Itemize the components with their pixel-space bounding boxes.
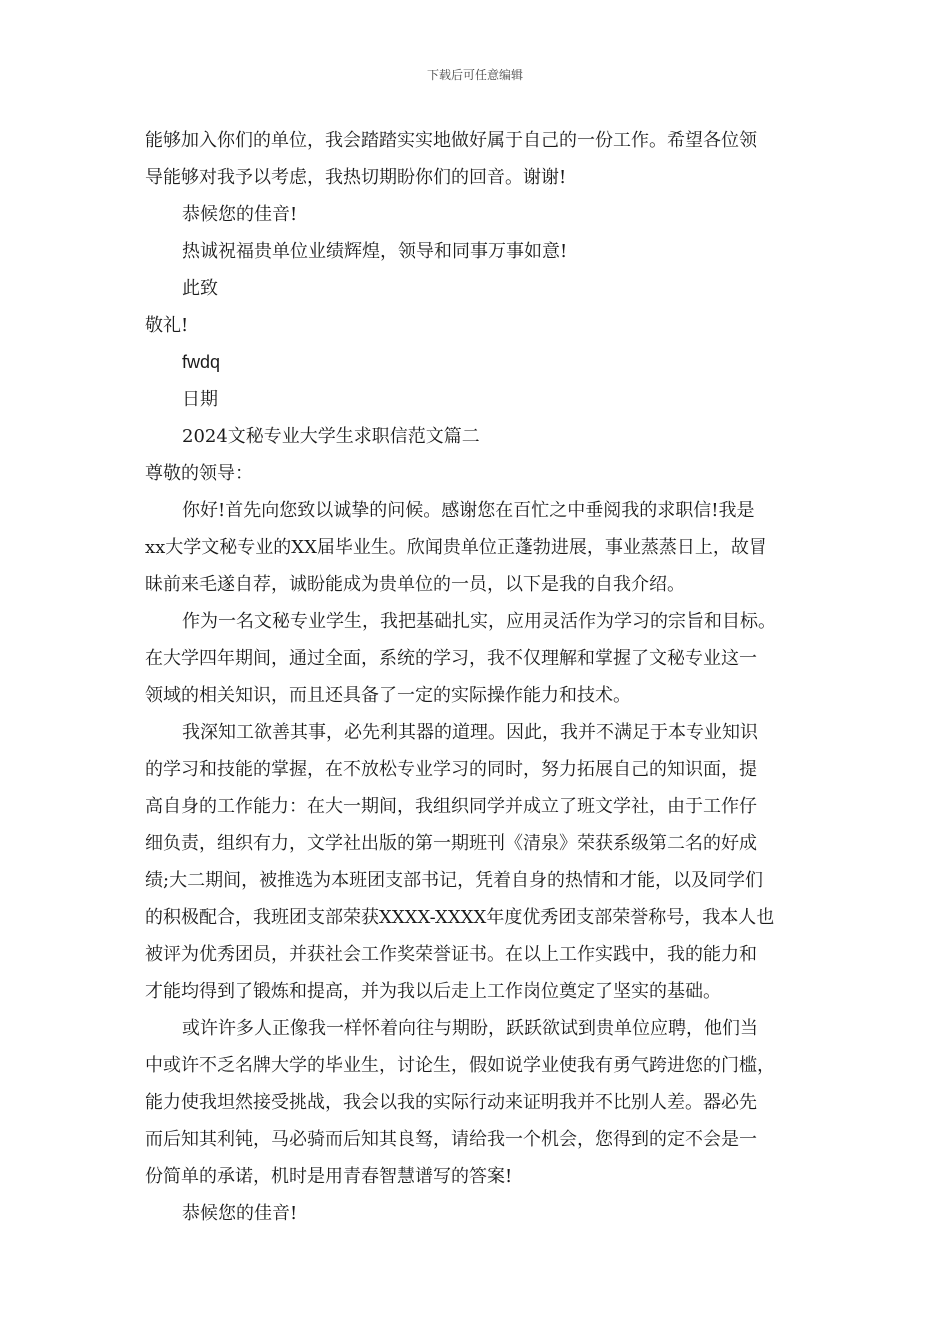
text-line: 你好!首先向您致以诚挚的问候。感谢您在百忙之中垂阅我的求职信!我是 [182,500,755,521]
text-line: fwdq [182,352,221,372]
text-line: 昧前来毛遂自荐，诚盼能成为贵单位的一员，以下是我的自我介绍。 [145,574,685,595]
text-line: 恭候您的佳音! [182,1203,298,1224]
text-line: 此致 [182,278,218,299]
document-body [145,122,827,1232]
text-line: 绩;大二期间，被推选为本班团支部书记，凭着自身的热情和才能，以及同学们 [145,870,764,891]
text-line: 尊敬的领导： [145,463,253,484]
text-line: 敬礼! [145,315,189,336]
text-line: 热诚祝福贵单位业绩辉煌，领导和同事万事如意! [182,241,568,262]
text-line: 的学习和技能的掌握，在不放松专业学习的同时，努力拓展自己的知识面，提 [145,759,757,780]
text-line: 的积极配合，我班团支部荣获XXXX-XXXX年度优秀团支部荣誉称号，我本人也 [145,907,775,928]
text-line: 我深知工欲善其事，必先利其器的道理。因此，我并不满足于本专业知识 [182,722,758,743]
text-line: 被评为优秀团员，并获社会工作奖荣誉证书。在以上工作实践中，我的能力和 [145,944,757,965]
text-line: 作为一名文秘专业学生，我把基础扎实，应用灵活作为学习的宗旨和目标。 [182,611,776,632]
text-line: 能够加入你们的单位，我会踏踏实实地做好属于自己的一份工作。希望各位领 [145,130,757,151]
text-line: 份简单的承诺，机时是用青春智慧谱写的答案! [145,1166,513,1187]
text-line: 或许许多人正像我一样怀着向往与期盼，跃跃欲试到贵单位应聘，他们当 [182,1018,758,1039]
text-line: 恭候您的佳音! [182,204,298,225]
text-line: 2024文秘专业大学生求职信范文篇二 [182,426,480,447]
text-line: 中或许不乏名牌大学的毕业生，讨论生，假如说学业使我有勇气跨进您的门槛， [145,1055,775,1076]
text-line: xx大学文秘专业的XX届毕业生。欣闻贵单位正蓬勃进展，事业蒸蒸日上，故冒 [145,537,767,558]
page-header: 下载后可任意编辑 [426,68,523,82]
text-line: 高自身的工作能力：在大一期间，我组织同学并成立了班文学社，由于工作仔 [145,796,757,817]
text-line: 而后知其利钝，马必骑而后知其良驽，请给我一个机会，您得到的定不会是一 [145,1129,757,1150]
text-line: 才能均得到了锻炼和提高，并为我以后走上工作岗位奠定了坚实的基础。 [145,981,721,1002]
text-line: 能力使我坦然接受挑战，我会以我的实际行动来证明我并不比别人差。器必先 [145,1092,757,1113]
text-line: 日期 [182,389,218,410]
text-line: 细负责，组织有力，文学社出版的第一期班刊《清泉》荣获系级第二名的好成 [145,833,757,854]
text-line: 在大学四年期间，通过全面，系统的学习，我不仅理解和掌握了文秘专业这一 [145,648,757,669]
text-line: 导能够对我予以考虑，我热切期盼你们的回音。谢谢! [145,167,567,188]
text-line: 领域的相关知识，而且还具备了一定的实际操作能力和技术。 [145,685,631,706]
